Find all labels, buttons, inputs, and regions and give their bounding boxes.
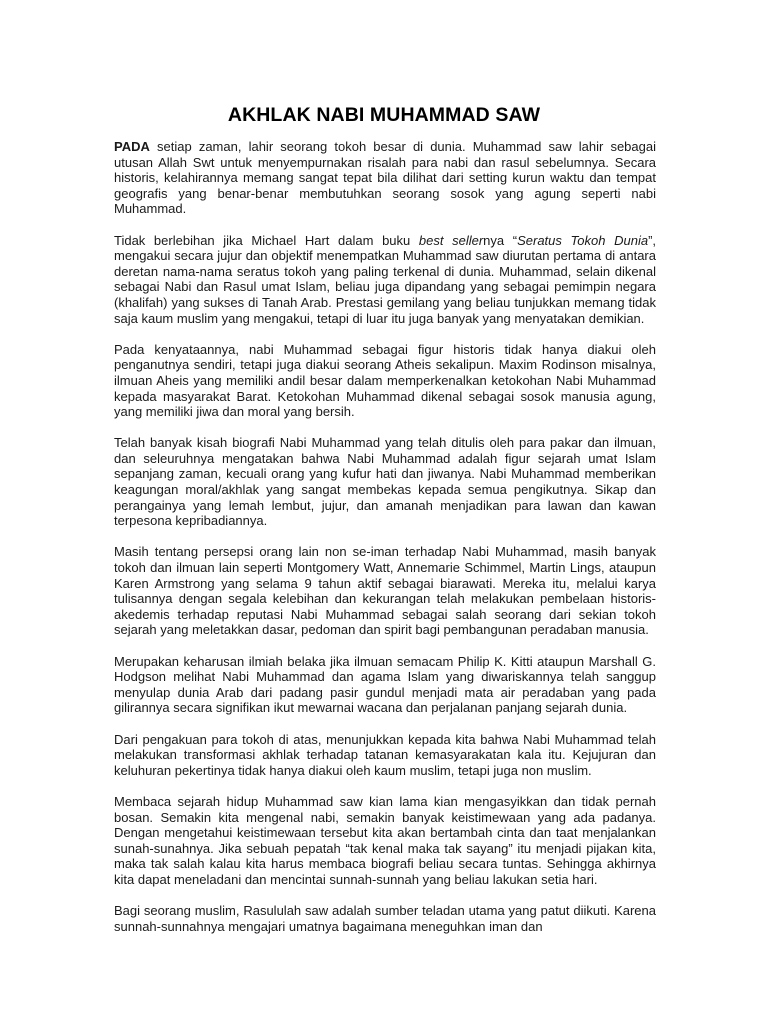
document-title: AKHLAK NABI MUHAMMAD SAW xyxy=(227,104,541,126)
italic-book-title: Seratus Tokoh Dunia xyxy=(517,232,649,248)
paragraph-text-pre: Tidak berlebihan jika Michael Hart dalam buku xyxy=(114,232,419,248)
paragraph-4: Telah banyak kisah biografi Nabi Muhammad yang telah ditulis oleh para pakar dan ilmuan, dan seleuruhnya mengatakan bahwa Nabi Muhammad adalah figur sejarah umat Islam sepanjang zaman, kecuali orang yang kufur hati dan jiwanya. Nabi Muhammad memberikan keagungan moral/akhlak yang sangat membekas kepada semua pengikutnya. Sikap dan perangainya yang lemah lembut, jujur, dan amanah menjadikan para lawan dan kawan terpesona kepribadiannya. xyxy=(114,435,656,529)
paragraph-7: Dari pengakuan para tokoh di atas, menunjukkan kepada kita bahwa Nabi Muhammad telah melakukan transformasi akhlak terhadap tatanan kemasyarakatan kala itu. Kejujuran dan keluhuran pekertinya tidak hanya diakui oleh kaum muslim, tetapi juga non muslim. xyxy=(114,731,656,778)
paragraph-3: Pada kenyataannya, nabi Muhammad sebagai figur historis tidak hanya diakui oleh penganutnya sendiri, tetapi juga diakui seorang Atheis sekalipun. Maxim Rodinson misalnya, ilmuan Aheis yang memiliki andil besar dalam memperkenalkan ketokohan Nabi Muhammad kepada masyarakat Barat. Ketokohan Muhammad dikenal sebagai sosok manusia agung, yang memiliki jiwa dan moral yang bersih. xyxy=(114,341,656,420)
paragraph-text-mid: nya “ xyxy=(483,232,518,248)
paragraph-1 xyxy=(114,139,656,217)
paragraph-5: Masih tentang persepsi orang lain non se-iman terhadap Nabi Muhammad, masih banyak tokoh dan ilmuan lain seperti Montgomery Watt, Annemarie Schimmel, Martin Lings, ataupun Karen Armstrong yang selama 9 tahun aktif sebagai biarawati. Mereka itu, melalui karya tulisannya dengan segala kelebihan dan kekurangan telah melakukan pembelaan historis-akedemis terhadap reputasi Nabi Muhammad sebagai salah seorang dari sekian tokoh sejarah yang meletakkan dasar, pedoman dan spirit bagi pembangunan peradaban manusia. xyxy=(114,544,656,638)
italic-book-term: best seller xyxy=(418,232,484,248)
paragraph-9: Bagi seorang muslim, Rasululah saw adalah sumber teladan utama yang patut diikuti. Karena sunnah-sunnahnya mengajari umatnya bagaimana meneguhkan iman dan xyxy=(114,903,656,934)
document-body xyxy=(114,139,656,950)
paragraph-text: setiap zaman, lahir seorang tokoh besar di dunia. Muhammad saw lahir sebagai utusan Allah Swt untuk menyempurnakan risalah para nabi dan rasul sebelumnya. Secara historis, kelahirannya memang sangat tepat bila dilihat dari setting kurun waktu dan tempat geografis yang benar-benar membutuhkan seorang sosok yang agung seperti nabi Muhammad. xyxy=(114,139,656,217)
paragraph-6: Merupakan keharusan ilmiah belaka jika ilmuan semacam Philip K. Kitti ataupun Marshall G. Hodgson melihat Nabi Muhammad dan agama Islam yang diwariskannya telah sanggup menyulap dunia Arab dari padang pasir gundul menjadi mata air peradaban yang pada gilirannya secara signifikan ikut mewarnai wacana dan perjalanan panjang sejarah dunia. xyxy=(114,653,656,716)
paragraph-lead-word: PADA xyxy=(114,139,150,154)
paragraph-8: Membaca sejarah hidup Muhammad saw kian lama kian mengasyikkan dan tidak pernah bosan. Semakin kita mengenal nabi, semakin banyak keistimewaan yang ada padanya. Dengan mengetahui keistimewaan tersebut kita akan bertambah cinta dan taat menjalankan sunah-sunahnya. Jika sebuah pepatah “tak kenal maka tak sayang” itu menjadi pijakan kita, maka tak salah kalau kita harus membaca biografi beliau secara tuntas. Sehingga akhirnya kita dapat meneladani dan mencintai sunnah-sunnah yang beliau lakukan setia hari. xyxy=(114,793,656,887)
paragraph-2 xyxy=(114,233,656,327)
paragraph-text-post: ”, mengakui secara jujur dan objektif menempatkan Muhammad saw diurutan pertama di antara deretan nama-nama seratus tokoh yang paling terkenal di dunia. Muhammad, selain dikenal sebagai Nabi dan Rasul umat Islam, beliau juga dipandang yang sebagai pemimpin negara (khalifah) yang sukses di Tanah Arab. Prestasi gemilang yang beliau tunjukkan memang tidak saja kaum muslim yang mengakui, tetapi di luar itu juga banyak yang menyatakan demikian. xyxy=(114,232,657,326)
